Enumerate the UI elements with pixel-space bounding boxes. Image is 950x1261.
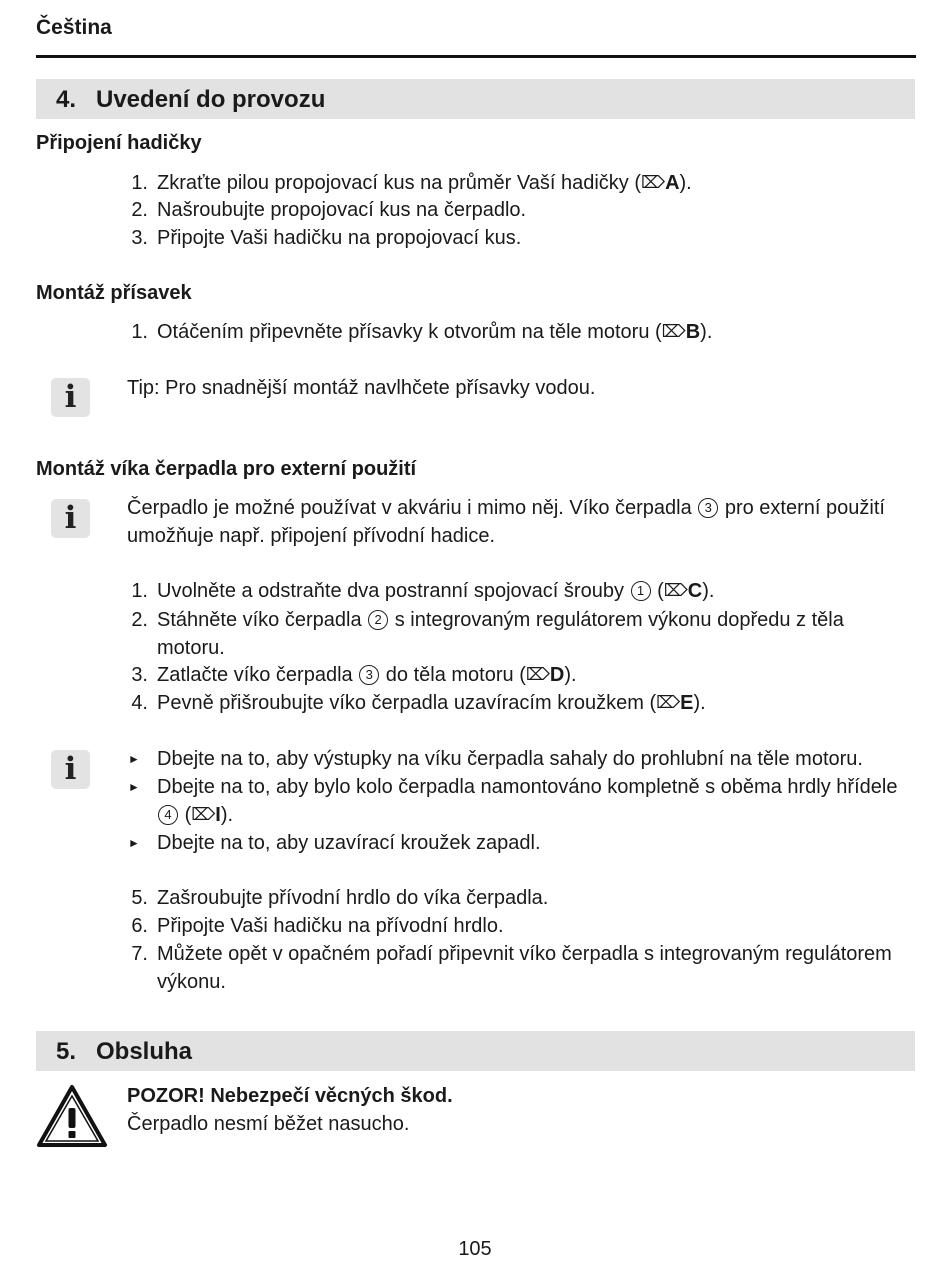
figure-ref: C	[687, 580, 703, 602]
warning-title: POZOR! Nebezpečí věcných škod.	[127, 1085, 453, 1107]
tip-text: Tip: Pro snadnější montáž navlhčete přísavky vodou.	[127, 377, 596, 399]
callout-number: 1	[631, 581, 651, 601]
reference-arrow-icon: ⌦	[525, 665, 550, 684]
info-icon: i	[51, 499, 90, 538]
reference-arrow-icon: ⌦	[191, 805, 216, 824]
bullet-arrow-icon: ►	[128, 752, 140, 766]
callout-number: 4	[158, 805, 178, 825]
reference-arrow-icon: ⌦	[663, 581, 688, 600]
bullet-arrow-icon: ►	[128, 836, 140, 850]
callout-number: 3	[698, 498, 718, 518]
section-4-header	[36, 79, 915, 119]
info-text: Čerpadlo je možné používat v akváriu i mimo něj. Víko čerpadla 3 pro externí použití	[127, 497, 885, 519]
language-header: Čeština	[36, 16, 112, 39]
figure-ref: D	[549, 664, 565, 686]
reference-arrow-icon: ⌦	[661, 322, 686, 341]
section-title: Obsluha	[96, 1038, 193, 1065]
warning-triangle-icon	[36, 1084, 108, 1148]
subheading-suction-cups: Montáž přísavek	[36, 282, 192, 304]
figure-ref: A	[665, 172, 680, 194]
section-title: Uvedení do provozu	[96, 86, 326, 113]
section-number: 5.	[56, 1038, 77, 1065]
callout-number: 3	[359, 665, 379, 685]
header-divider	[36, 55, 916, 58]
page-number: 105	[458, 1238, 492, 1260]
reference-arrow-icon: ⌦	[641, 173, 666, 192]
subheading-pump-cover: Montáž víka čerpadla pro externí použití	[36, 458, 417, 480]
info-icon: i	[51, 378, 90, 417]
callout-number: 2	[368, 610, 388, 630]
figure-ref: B	[685, 321, 701, 343]
info-icon: i	[51, 750, 90, 789]
warning-text: Čerpadlo nesmí běžet nasucho.	[127, 1113, 410, 1135]
section-number: 4.	[56, 86, 77, 113]
figure-ref: E	[680, 692, 694, 714]
bullet-arrow-icon: ►	[128, 780, 140, 794]
section-5-header	[36, 1031, 915, 1071]
subheading-connect-hose: Připojení hadičky	[36, 132, 202, 154]
reference-arrow-icon: ⌦	[656, 693, 681, 712]
figure-ref: I	[215, 804, 221, 826]
info-text: umožňuje např. připojení přívodní hadice.	[127, 525, 496, 547]
